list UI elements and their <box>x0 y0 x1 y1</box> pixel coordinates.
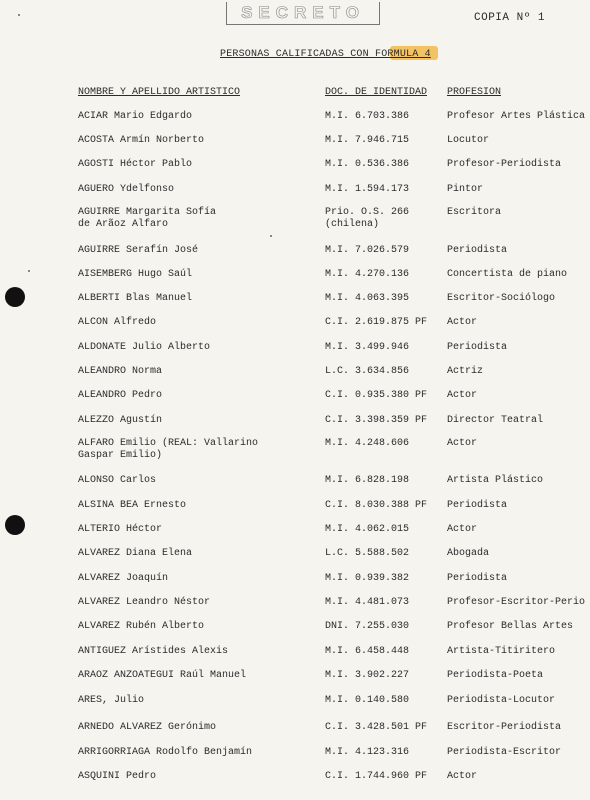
profession: Pintor <box>447 184 484 195</box>
person-name: ALTERIO Héctor <box>78 524 163 535</box>
id-document: C.I. 3.398.359 PF <box>325 415 428 426</box>
profession: Periodista <box>447 342 508 353</box>
cell-profession <box>447 573 507 585</box>
id-document: C.I. 1.744.960 PF <box>325 771 428 782</box>
cell-profession <box>447 390 477 402</box>
cell-id <box>325 597 409 609</box>
cell-name <box>78 771 156 783</box>
cell-id <box>325 415 427 427</box>
cell-name <box>78 111 192 123</box>
person-name: AGUIRRE Serafín José <box>78 245 199 256</box>
profession: Artista-Titiritero <box>447 646 556 657</box>
id-document: M.I. 6.828.198 <box>325 475 410 486</box>
cell-name <box>78 475 156 487</box>
column-header-id: DOC. DE IDENTIDAD <box>325 87 428 98</box>
cell-id <box>325 722 427 734</box>
profession: Periodista <box>447 500 508 511</box>
id-document: L.C. 3.634.856 <box>325 366 410 377</box>
id-document: M.I. 4.063.395 <box>325 293 410 304</box>
cell-name <box>78 573 168 585</box>
cell-profession <box>447 366 483 378</box>
profession: Profesor-Escritor-Perio <box>447 597 586 608</box>
profession: Escritora <box>447 207 502 218</box>
cell-name <box>78 747 252 759</box>
cell-name <box>78 135 204 147</box>
person-name: ARAOZ ANZOATEGUI Raúl Manuel <box>78 670 247 681</box>
cell-id <box>325 135 409 147</box>
cell-profession <box>447 159 561 171</box>
cell-profession <box>447 207 501 219</box>
person-name: ALEZZO Agustín <box>78 415 163 426</box>
cell-profession <box>447 475 543 487</box>
profession: Actor <box>447 771 478 782</box>
person-name: AGUIRRE Margarita Sofía <box>78 207 217 218</box>
id-document: M.I. 4.123.316 <box>325 747 410 758</box>
cell-name <box>78 646 228 658</box>
person-name: ACIAR Mario Edgardo <box>78 111 193 122</box>
person-name: ARES, Julio <box>78 695 145 706</box>
paper-speck <box>28 270 30 272</box>
id-document: M.I. 0.536.386 <box>325 159 410 170</box>
cell-name <box>78 722 216 734</box>
person-name: ALVAREZ Leandro Néstor <box>78 597 211 608</box>
id-document: C.I. 3.428.501 PF <box>325 722 428 733</box>
document-title: PERSONAS CALIFICADAS CON FORMULA 4 <box>220 49 431 60</box>
cell-id <box>325 317 427 329</box>
profession: Periodista-Locutor <box>447 695 556 706</box>
cell-name <box>78 390 162 402</box>
person-name: ANTIGUEZ Arístides Alexis <box>78 646 229 657</box>
id-document: M.I. 6.703.386 <box>325 111 410 122</box>
cell-profession <box>447 597 585 609</box>
id-document: M.I. 6.458.448 <box>325 646 410 657</box>
cell-id <box>325 670 409 682</box>
cell-name <box>78 548 192 560</box>
person-name: AISEMBERG Hugo Saúl <box>78 269 193 280</box>
cell-profession <box>447 342 507 354</box>
copy-number: COPIA Nº 1 <box>474 12 546 24</box>
cell-id <box>325 269 409 281</box>
cell-name <box>78 293 192 305</box>
id-document: M.I. 3.499.946 <box>325 342 410 353</box>
cell-id <box>325 438 409 450</box>
profession: Profesor Artes Plástica <box>447 111 586 122</box>
person-name: ALVAREZ Rubén Alberto <box>78 621 205 632</box>
profession: Actor <box>447 390 478 401</box>
cell-name <box>78 159 192 171</box>
id-document: M.I. 4.062.015 <box>325 524 410 535</box>
cell-name <box>78 500 186 512</box>
cell-profession <box>447 438 477 450</box>
id-document: C.I. 0.935.380 PF <box>325 390 428 401</box>
cell-profession <box>447 111 585 123</box>
profession: Actor <box>447 317 478 328</box>
cell-name <box>78 415 162 427</box>
cell-profession <box>447 646 555 658</box>
cell-id <box>325 747 409 759</box>
id-document: M.I. 4.270.136 <box>325 269 410 280</box>
person-name: ALONSO Carlos <box>78 475 157 486</box>
person-name: ALVAREZ Diana Elena <box>78 548 193 559</box>
cell-name <box>78 342 210 354</box>
cell-id <box>325 548 409 560</box>
id-document: M.I. 7.026.579 <box>325 245 410 256</box>
cell-profession <box>447 415 543 427</box>
cell-name <box>78 207 216 231</box>
id-document: M.I. 1.594.173 <box>325 184 410 195</box>
profession: Locutor <box>447 135 490 146</box>
person-name: ASQUINI Pedro <box>78 771 157 782</box>
profession: Actor <box>447 438 478 449</box>
cell-profession <box>447 670 543 682</box>
cell-id <box>325 390 427 402</box>
cell-id <box>325 524 409 536</box>
person-name: ALEANDRO Pedro <box>78 390 163 401</box>
cell-name <box>78 245 198 257</box>
cell-profession <box>447 269 567 281</box>
cell-name <box>78 670 246 682</box>
person-name: ALBERTI Blas Manuel <box>78 293 193 304</box>
cell-profession <box>447 747 561 759</box>
secret-stamp: SECRETO <box>226 2 380 25</box>
person-name: ALCON Alfredo <box>78 317 157 328</box>
profession: Actriz <box>447 366 484 377</box>
profession: Periodista-Escritor <box>447 747 562 758</box>
cell-profession <box>447 524 477 536</box>
cell-id <box>325 695 409 707</box>
person-name: AGUERO Ydelfonso <box>78 184 175 195</box>
profession: Concertista de piano <box>447 269 568 280</box>
id-document: M.I. 7.946.715 <box>325 135 410 146</box>
person-name: ACOSTA Armín Norberto <box>78 135 205 146</box>
punch-hole <box>5 287 25 307</box>
person-name-cont: de Arãoz Alfaro <box>78 219 169 230</box>
cell-profession <box>447 293 555 305</box>
person-name: ARNEDO ALVAREZ Gerónimo <box>78 722 217 733</box>
cell-id <box>325 500 427 512</box>
id-document: DNI. 7.255.030 <box>325 621 410 632</box>
profession: Artista Plástico <box>447 475 544 486</box>
column-header-name: NOMBRE Y APELLIDO ARTISTICO <box>78 87 241 98</box>
profession: Profesor-Periodista <box>447 159 562 170</box>
profession: Periodista <box>447 245 508 256</box>
cell-profession <box>447 317 477 329</box>
cell-profession <box>447 245 507 257</box>
cell-id <box>325 342 409 354</box>
id-document: Prio. O.S. 266 <box>325 207 410 218</box>
paper-speck <box>18 14 20 16</box>
cell-id <box>325 573 409 585</box>
cell-name <box>78 524 162 536</box>
profession: Abogada <box>447 548 490 559</box>
cell-id <box>325 159 409 171</box>
cell-id <box>325 475 409 487</box>
cell-id <box>325 293 409 305</box>
person-name: ALFARO Emilio (REAL: Vallarino <box>78 438 259 449</box>
profession: Periodista <box>447 573 508 584</box>
cell-profession <box>447 184 483 196</box>
profession: Actor <box>447 524 478 535</box>
cell-id <box>325 646 409 658</box>
id-document: M.I. 4.481.073 <box>325 597 410 608</box>
id-document: C.I. 2.619.875 PF <box>325 317 428 328</box>
id-document: L.C. 5.588.502 <box>325 548 410 559</box>
cell-name <box>78 621 204 633</box>
cell-profession <box>447 500 507 512</box>
profession: Profesor Bellas Artes <box>447 621 574 632</box>
cell-name <box>78 269 192 281</box>
profession: Escritor-Periodista <box>447 722 562 733</box>
cell-profession <box>447 722 561 734</box>
id-document: M.I. 0.939.382 <box>325 573 410 584</box>
cell-profession <box>447 135 489 147</box>
person-name: ALSINA BEA Ernesto <box>78 500 187 511</box>
person-name: ARRIGORRIAGA Rodolfo Benjamín <box>78 747 253 758</box>
person-name: AGOSTI Héctor Pablo <box>78 159 193 170</box>
cell-profession <box>447 695 555 707</box>
cell-id <box>325 184 409 196</box>
person-name: ALDONATE Julio Alberto <box>78 342 211 353</box>
cell-id <box>325 207 409 231</box>
cell-name <box>78 695 144 707</box>
profession: Periodista-Poeta <box>447 670 544 681</box>
cell-id <box>325 366 409 378</box>
id-document: M.I. 0.140.580 <box>325 695 410 706</box>
cell-profession <box>447 771 477 783</box>
person-name-cont: Gaspar Emilio) <box>78 450 163 461</box>
cell-profession <box>447 548 489 560</box>
profession: Director Teatral <box>447 415 544 426</box>
cell-name <box>78 366 162 378</box>
column-header-profession: PROFESION <box>447 87 502 98</box>
person-name: ALVAREZ Joaquín <box>78 573 169 584</box>
id-document: M.I. 4.248.606 <box>325 438 410 449</box>
cell-id <box>325 111 409 123</box>
cell-id <box>325 245 409 257</box>
cell-profession <box>447 621 573 633</box>
person-name: ALEANDRO Norma <box>78 366 163 377</box>
cell-id <box>325 621 409 633</box>
cell-id <box>325 771 427 783</box>
id-document: M.I. 3.902.227 <box>325 670 410 681</box>
id-document-cont: (chilena) <box>325 219 380 230</box>
profession: Escritor-Sociólogo <box>447 293 556 304</box>
cell-name <box>78 317 156 329</box>
id-document: C.I. 8.030.388 PF <box>325 500 428 511</box>
punch-hole <box>5 515 25 535</box>
cell-name <box>78 597 210 609</box>
cell-name <box>78 438 258 462</box>
cell-name <box>78 184 174 196</box>
paper-speck <box>270 235 272 237</box>
